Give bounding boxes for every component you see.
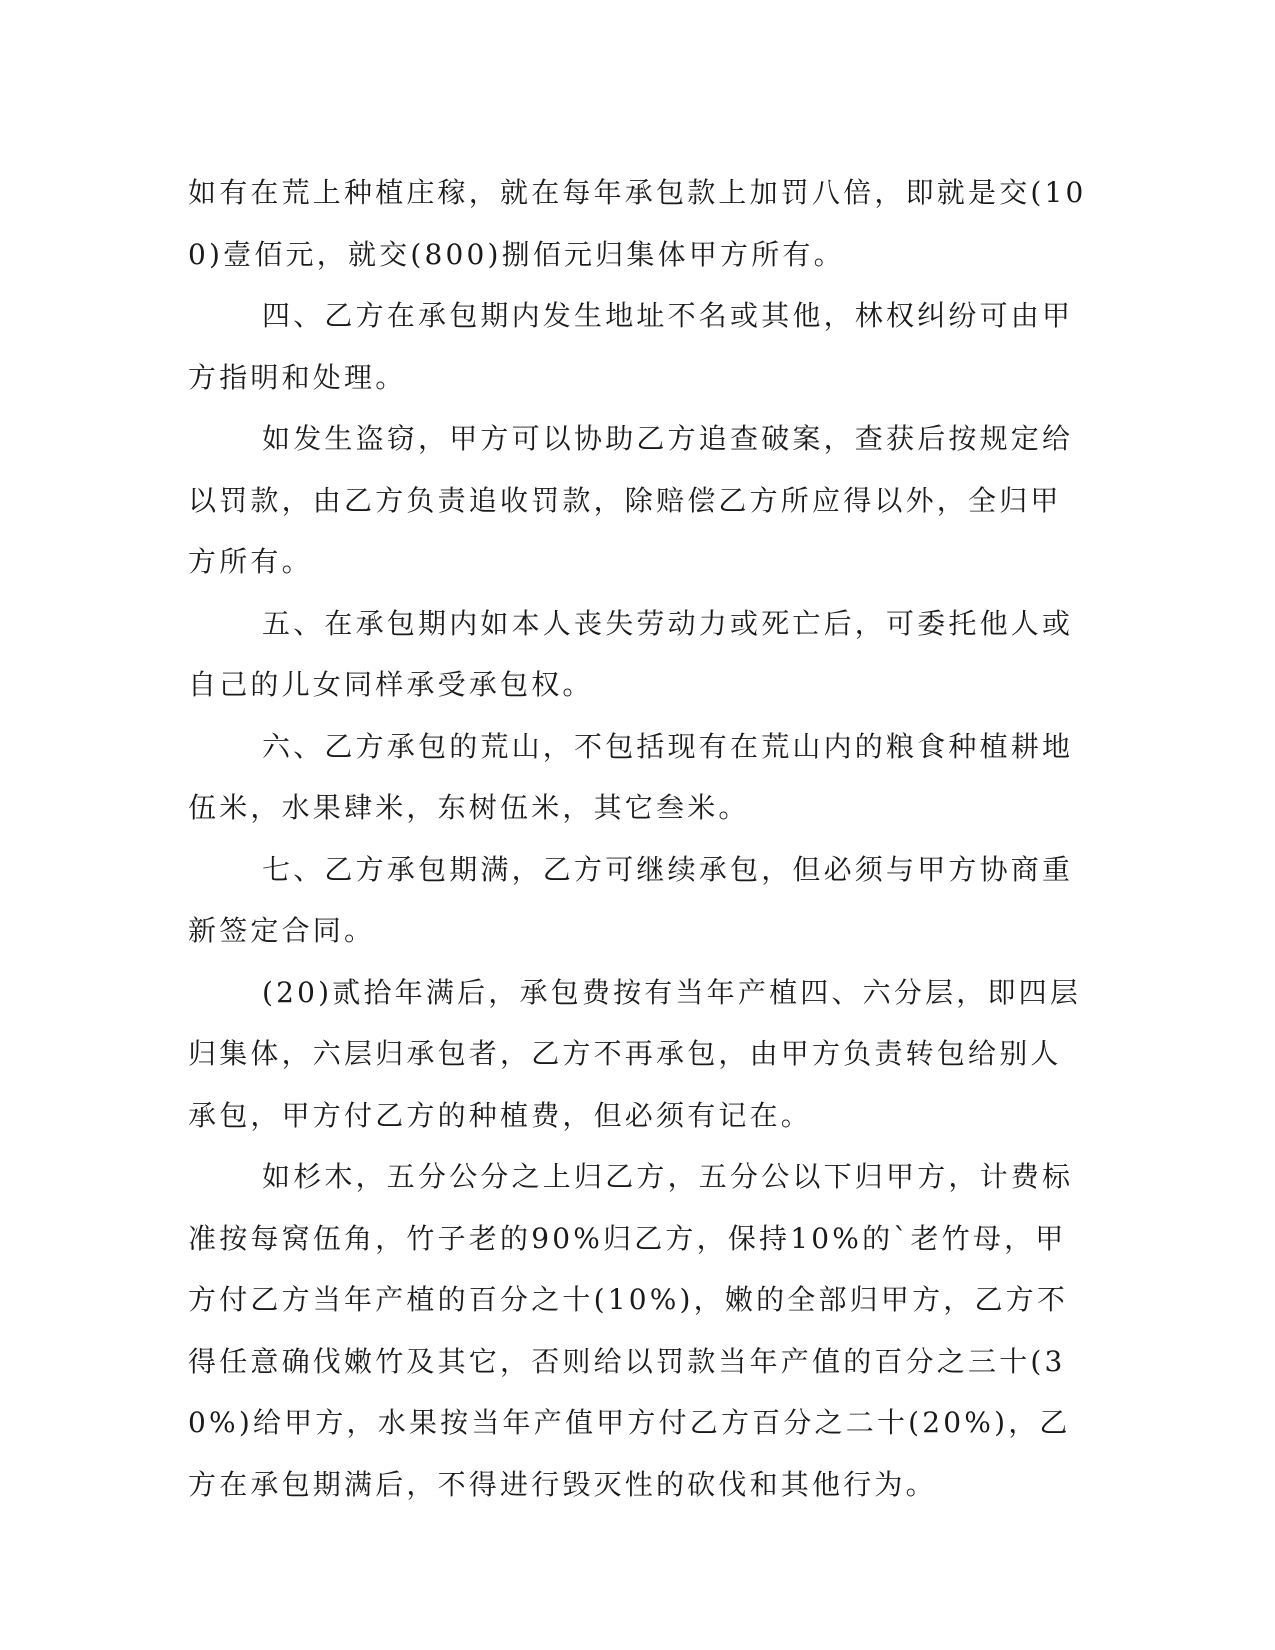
paragraph-clause-seven: 七、乙方承包期满，乙方可继续承包，但必须与甲方协商重新签定合同。 <box>188 852 1074 947</box>
paragraph-theft: 如发生盗窃，甲方可以协助乙方追查破案，查获后按规定给以罚款，由乙方负责追收罚款，除赔偿乙方所应得以外，全归甲方所有。 <box>188 422 1074 578</box>
paragraph-clause-five: 五、在承包期内如本人丧失劳动力或死亡后，可委托他人或自己的儿女同样承受承包权。 <box>188 606 1074 701</box>
document-body <box>188 162 1088 1515</box>
paragraph-penalty-planting: 如有在荒上种植庄稼，就在每年承包款上加罚八倍，即就是交(100)壹佰元，就交(800)捌佰元归集体甲方所有。 <box>188 176 1087 271</box>
paragraph-twenty-years: (20)贰拾年满后，承包费按有当年产植四、六分层，即四层归集体，六层归承包者，乙方不再承包，由甲方负责转包给别人承包，甲方付乙方的种植费，但必须有记在。 <box>188 975 1082 1132</box>
paragraph-clause-six: 六、乙方承包的荒山，不包括现有在荒山内的粮食种植耕地伍米，水果肆米，东树伍米，其它叁米。 <box>188 729 1074 824</box>
paragraph-fir-bamboo: 如杉木，五分公分之上归乙方，五分公以下归甲方，计费标准按每窝伍角，竹子老的90%归乙方，保持10%的`老竹母，甲方付乙方当年产植的百分之十(10%)，嫩的全部归甲方，乙方不得任意确伐嫩竹及其它，否则给以罚款当年产值的百分之三十(30%)给甲方，水果按当年产值甲方付乙方百分之二十(20%)，乙方在承包期满后，不得进行毁灭性的砍伐和其他行为。 <box>188 1160 1074 1501</box>
paragraph-clause-four: 四、乙方在承包期内发生地址不名或其他，林权纠纷可由甲方指明和处理。 <box>188 299 1074 394</box>
